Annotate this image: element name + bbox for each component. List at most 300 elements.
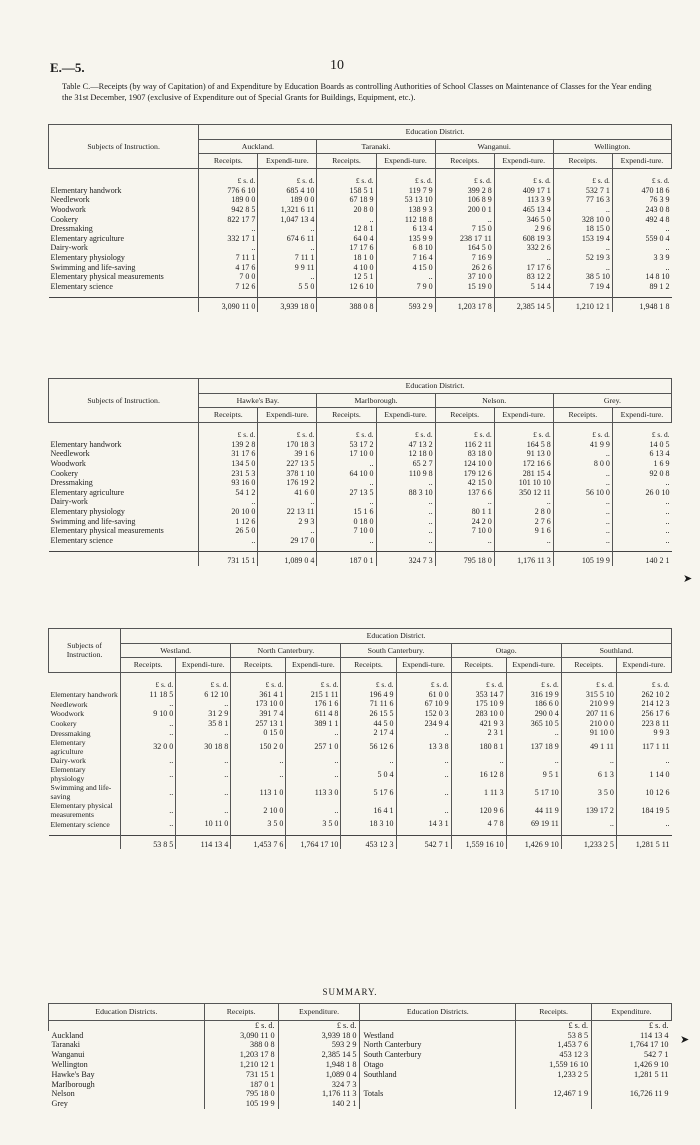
units-label: £ s. d. bbox=[341, 678, 396, 690]
total-cell: 1,210 12 1 bbox=[553, 297, 612, 311]
amount-cell: 388 0 8 bbox=[204, 1040, 278, 1050]
amount-cell: 7 10 0 bbox=[435, 526, 494, 536]
units-label: £ s. d. bbox=[199, 428, 258, 440]
amount-cell: 7 0 0 bbox=[199, 272, 258, 282]
subject-label: Cookery bbox=[50, 468, 79, 478]
expenditure-header: Expenditure. bbox=[278, 1004, 360, 1021]
amount-cell: 2 9 3 bbox=[258, 517, 317, 527]
amount-cell: 89 1 2 bbox=[612, 282, 671, 292]
amount-cell: 542 7 1 bbox=[592, 1050, 672, 1060]
amount-cell: .. bbox=[231, 756, 286, 766]
amount-cell: .. bbox=[317, 478, 376, 488]
amount-cell: .. bbox=[612, 243, 671, 253]
subject-label: Elementary agriculture bbox=[50, 233, 125, 243]
amount-cell: 234 9 4 bbox=[396, 719, 451, 729]
amount-cell: 53 8 5 bbox=[516, 1031, 592, 1041]
receipts-header: Receipts. bbox=[561, 658, 616, 673]
district-name bbox=[360, 1099, 516, 1109]
amount-cell: 71 11 6 bbox=[341, 699, 396, 709]
amount-cell: .. bbox=[199, 536, 258, 546]
table-c-part-2 bbox=[48, 378, 672, 566]
expenditure-header: Expendi-ture. bbox=[376, 408, 435, 423]
units-label bbox=[49, 1020, 205, 1030]
amount-cell: .. bbox=[341, 756, 396, 766]
amount-cell: 5 17 10 bbox=[506, 783, 561, 801]
units-label: £ s. d. bbox=[435, 428, 494, 440]
amount-cell: 26 15 5 bbox=[341, 709, 396, 719]
amount-cell: .. bbox=[553, 507, 612, 517]
amount-cell: 6 12 10 bbox=[176, 690, 231, 700]
amount-cell: 6 13 4 bbox=[612, 449, 671, 459]
summary-row bbox=[49, 1040, 672, 1050]
units-label: £ s. d. bbox=[286, 678, 341, 690]
expenditure-header: Expendi-ture. bbox=[506, 658, 561, 673]
amount-cell: 0 18 0 bbox=[317, 517, 376, 527]
amount-cell: .. bbox=[121, 801, 176, 819]
district-header: Education Districts. bbox=[49, 1004, 205, 1021]
district-header: North Canterbury. bbox=[231, 643, 341, 658]
district-header: Hawke's Bay. bbox=[199, 393, 317, 408]
amount-cell: .. bbox=[616, 756, 671, 766]
amount-cell: .. bbox=[376, 497, 435, 507]
units-label: £ s. d. bbox=[451, 678, 506, 690]
amount-cell: 10 11 0 bbox=[176, 819, 231, 829]
amount-cell: 421 9 3 bbox=[451, 719, 506, 729]
amount-cell: 7 19 4 bbox=[553, 282, 612, 292]
amount-cell: .. bbox=[553, 536, 612, 546]
subject-label: Swimming and life-saving bbox=[50, 516, 136, 526]
receipts-header: Receipts. bbox=[121, 658, 176, 673]
amount-cell: 2 7 6 bbox=[494, 517, 553, 527]
total-cell: 1,203 17 8 bbox=[435, 297, 494, 311]
district-header: Grey. bbox=[553, 393, 671, 408]
units-label: £ s. d. bbox=[121, 678, 176, 690]
amount-cell: .. bbox=[376, 478, 435, 488]
total-cell: 1,233 2 5 bbox=[561, 835, 616, 849]
amount-cell: 27 13 5 bbox=[317, 488, 376, 498]
district-header: Auckland. bbox=[199, 139, 317, 154]
amount-cell bbox=[592, 1099, 672, 1109]
amount-cell: 378 1 10 bbox=[258, 469, 317, 479]
expenditure-header: Expendi-ture. bbox=[612, 408, 671, 423]
totals-row bbox=[49, 297, 672, 311]
amount-cell: 350 12 11 bbox=[494, 488, 553, 498]
amount-cell: 4 7 8 bbox=[451, 819, 506, 829]
amount-cell: .. bbox=[199, 497, 258, 507]
amount-cell: .. bbox=[435, 536, 494, 546]
amount-cell: 140 2 1 bbox=[278, 1099, 360, 1109]
table-row bbox=[49, 783, 672, 801]
expenditure-header: Expendi-ture. bbox=[494, 408, 553, 423]
amount-cell: 186 6 0 bbox=[506, 699, 561, 709]
amount-cell: .. bbox=[396, 728, 451, 738]
table-row bbox=[49, 497, 672, 507]
summary-data-table bbox=[48, 1003, 672, 1109]
amount-cell: 139 17 2 bbox=[561, 801, 616, 819]
amount-cell: 17 17 6 bbox=[317, 243, 376, 253]
table-row bbox=[49, 234, 672, 244]
subject-label: Elementary physical measurements bbox=[50, 272, 164, 282]
amount-cell: 18 3 10 bbox=[341, 819, 396, 829]
amount-cell: 6 13 4 bbox=[376, 224, 435, 234]
amount-cell: 152 0 3 bbox=[396, 709, 451, 719]
amount-cell: .. bbox=[176, 756, 231, 766]
amount-cell: 9 1 6 bbox=[494, 526, 553, 536]
units-label: £ s. d. bbox=[435, 174, 494, 186]
amount-cell: 164 5 8 bbox=[494, 440, 553, 450]
summary-row bbox=[49, 1031, 672, 1041]
subject-label: Elementary science bbox=[50, 281, 113, 291]
amount-cell: 180 8 1 bbox=[451, 738, 506, 756]
receipts-header: Receipts. bbox=[231, 658, 286, 673]
margin-mark: ➤ bbox=[683, 573, 693, 585]
units-label: £ s. d. bbox=[317, 428, 376, 440]
totals-label: Totals bbox=[360, 1089, 516, 1099]
amount-cell: 83 12 2 bbox=[494, 272, 553, 282]
expenditure-header: Expendi-ture. bbox=[616, 658, 671, 673]
table-row bbox=[49, 517, 672, 527]
amount-cell: 137 18 9 bbox=[506, 738, 561, 756]
amount-cell: 20 10 0 bbox=[199, 507, 258, 517]
district-name bbox=[360, 1080, 516, 1090]
amount-cell: .. bbox=[612, 536, 671, 546]
amount-cell: 54 1 2 bbox=[199, 488, 258, 498]
units-label: £ s. d. bbox=[494, 174, 553, 186]
amount-cell: .. bbox=[176, 765, 231, 783]
amount-cell: .. bbox=[199, 224, 258, 234]
units-label: £ s. d. bbox=[553, 428, 612, 440]
amount-cell: 65 2 7 bbox=[376, 459, 435, 469]
amount-cell: .. bbox=[286, 728, 341, 738]
subject-label: Elementary handwork bbox=[50, 439, 122, 449]
subject-label: Elementary physiology bbox=[50, 507, 125, 517]
amount-cell: 2 3 1 bbox=[451, 728, 506, 738]
amount-cell: 776 6 10 bbox=[199, 186, 258, 196]
subject-label: Dressmaking bbox=[50, 478, 93, 488]
district-name: Wellington bbox=[51, 1059, 88, 1069]
receipts-header: Receipts. bbox=[204, 1004, 278, 1021]
subject-label: Elementary science bbox=[50, 819, 110, 829]
units-label: £ s. d. bbox=[204, 1020, 278, 1030]
amount-cell: 30 18 8 bbox=[176, 738, 231, 756]
education-district-header: Education District. bbox=[199, 125, 672, 140]
amount-cell: 38 5 10 bbox=[553, 272, 612, 282]
district-header: Nelson. bbox=[435, 393, 553, 408]
amount-cell: 365 10 5 bbox=[506, 719, 561, 729]
receipts-header: Receipts. bbox=[516, 1004, 592, 1021]
amount-cell: 153 19 4 bbox=[553, 234, 612, 244]
district-name: Grey bbox=[51, 1099, 68, 1109]
amount-cell bbox=[516, 1080, 592, 1090]
amount-cell: .. bbox=[612, 517, 671, 527]
amount-cell: 12 18 0 bbox=[376, 449, 435, 459]
subject-label: Dairy-work bbox=[50, 756, 86, 766]
amount-cell: .. bbox=[553, 243, 612, 253]
amount-cell: .. bbox=[553, 205, 612, 215]
table-row bbox=[49, 526, 672, 536]
amount-cell: 14 3 1 bbox=[396, 819, 451, 829]
amount-cell: 119 7 9 bbox=[376, 186, 435, 196]
amount-cell: 53 17 2 bbox=[317, 440, 376, 450]
subjects-header: Subjects of Instruction. bbox=[49, 629, 121, 673]
amount-cell: 1,203 17 8 bbox=[204, 1050, 278, 1060]
amount-cell: 361 4 1 bbox=[231, 690, 286, 700]
amount-cell: 227 13 5 bbox=[258, 459, 317, 469]
amount-cell: 80 1 1 bbox=[435, 507, 494, 517]
units-label: £ s. d. bbox=[553, 174, 612, 186]
amount-cell: 61 0 0 bbox=[396, 690, 451, 700]
totals-row bbox=[49, 835, 672, 849]
amount-cell: 47 13 2 bbox=[376, 440, 435, 450]
units-label: £ s. d. bbox=[258, 174, 317, 186]
district-name: Auckland bbox=[51, 1030, 84, 1040]
summary-row bbox=[49, 1080, 672, 1090]
receipts-header: Receipts. bbox=[317, 408, 376, 423]
district-header: Southland. bbox=[561, 643, 671, 658]
total-cell: 3,939 18 0 bbox=[258, 297, 317, 311]
district-name: South Canterbury bbox=[360, 1050, 516, 1060]
amount-cell: .. bbox=[376, 517, 435, 527]
amount-cell: 135 9 9 bbox=[376, 234, 435, 244]
amount-cell: 67 18 9 bbox=[317, 195, 376, 205]
amount-cell: .. bbox=[451, 756, 506, 766]
amount-cell: .. bbox=[553, 526, 612, 536]
amount-cell: 492 4 8 bbox=[612, 215, 671, 225]
amount-cell: 164 5 0 bbox=[435, 243, 494, 253]
amount-cell: 1,233 2 5 bbox=[516, 1070, 592, 1080]
expenditure-header: Expendi-ture. bbox=[494, 154, 553, 169]
units-label: £ s. d. bbox=[231, 678, 286, 690]
amount-cell: 12 6 10 bbox=[317, 282, 376, 292]
subject-label: Needlework bbox=[50, 449, 90, 459]
subject-label: Swimming and life-saving bbox=[50, 262, 136, 272]
subject-label: Swimming and life-saving bbox=[50, 783, 112, 802]
amount-cell: 83 18 0 bbox=[435, 449, 494, 459]
units-label: £ s. d. bbox=[317, 174, 376, 186]
expenditure-header: Expendi-ture. bbox=[258, 408, 317, 423]
data-table bbox=[48, 628, 672, 849]
amount-cell: 223 8 11 bbox=[616, 719, 671, 729]
district-header: Education Districts. bbox=[360, 1004, 516, 1021]
amount-cell: 16 12 8 bbox=[451, 765, 506, 783]
units-label: £ s. d. bbox=[561, 678, 616, 690]
amount-cell: .. bbox=[553, 517, 612, 527]
amount-cell: 170 18 3 bbox=[258, 440, 317, 450]
amount-cell: 91 10 0 bbox=[561, 728, 616, 738]
amount-cell: .. bbox=[612, 526, 671, 536]
amount-cell: 88 3 10 bbox=[376, 488, 435, 498]
amount-cell: 18 15 0 bbox=[553, 224, 612, 234]
total-cell: 2,385 14 5 bbox=[494, 297, 553, 311]
amount-cell: 3 5 0 bbox=[231, 819, 286, 829]
amount-cell: 2 9 6 bbox=[494, 224, 553, 234]
amount-cell: 26 0 10 bbox=[612, 488, 671, 498]
total-cell: 53 8 5 bbox=[121, 835, 176, 849]
district-header: Westland. bbox=[121, 643, 231, 658]
amount-cell: 7 10 0 bbox=[317, 526, 376, 536]
amount-cell: 7 16 9 bbox=[435, 253, 494, 263]
amount-cell: 4 10 0 bbox=[317, 263, 376, 273]
amount-cell: 281 15 4 bbox=[494, 469, 553, 479]
units-label: £ s. d. bbox=[376, 174, 435, 186]
amount-cell: 64 0 4 bbox=[317, 234, 376, 244]
total-cell: 1,559 16 10 bbox=[451, 835, 506, 849]
receipts-header: Receipts. bbox=[341, 658, 396, 673]
amount-cell: .. bbox=[561, 756, 616, 766]
amount-cell: 795 18 0 bbox=[204, 1089, 278, 1099]
amount-cell: 116 2 11 bbox=[435, 440, 494, 450]
total-cell: 795 18 0 bbox=[435, 551, 494, 565]
amount-cell: .. bbox=[121, 699, 176, 709]
amount-cell: .. bbox=[121, 819, 176, 829]
amount-cell: 214 12 3 bbox=[616, 699, 671, 709]
amount-cell: .. bbox=[121, 728, 176, 738]
total-cell: 1,426 9 10 bbox=[506, 835, 561, 849]
amount-cell: 5 0 4 bbox=[341, 765, 396, 783]
amount-cell: 1 14 0 bbox=[616, 765, 671, 783]
amount-cell: 2 17 4 bbox=[341, 728, 396, 738]
amount-cell: 399 2 8 bbox=[435, 186, 494, 196]
amount-cell: 10 12 6 bbox=[616, 783, 671, 801]
amount-cell: 117 1 11 bbox=[616, 738, 671, 756]
amount-cell: .. bbox=[506, 756, 561, 766]
receipts-header: Receipts. bbox=[451, 658, 506, 673]
receipts-header: Receipts. bbox=[553, 408, 612, 423]
amount-cell: 17 10 0 bbox=[317, 449, 376, 459]
amount-cell: 5 5 0 bbox=[258, 282, 317, 292]
amount-cell: 353 14 7 bbox=[451, 690, 506, 700]
amount-cell: .. bbox=[121, 756, 176, 766]
expenditure-header: Expendi-ture. bbox=[258, 154, 317, 169]
amount-cell: .. bbox=[396, 783, 451, 801]
district-header: Marlborough. bbox=[317, 393, 435, 408]
amount-cell bbox=[516, 1099, 592, 1109]
total-cell: 731 15 1 bbox=[199, 551, 258, 565]
amount-cell: 7 9 0 bbox=[376, 282, 435, 292]
amount-cell: .. bbox=[176, 783, 231, 801]
receipts-header: Receipts. bbox=[435, 408, 494, 423]
expenditure-header: Expendi-ture. bbox=[396, 658, 451, 673]
subject-label: Elementary agriculture bbox=[50, 737, 86, 756]
amount-cell: 139 2 8 bbox=[199, 440, 258, 450]
amount-cell: 12 5 1 bbox=[317, 272, 376, 282]
amount-cell: 189 0 0 bbox=[258, 195, 317, 205]
amount-cell: 101 10 10 bbox=[494, 478, 553, 488]
amount-cell: 26 5 0 bbox=[199, 526, 258, 536]
table-row bbox=[49, 719, 672, 729]
amount-cell: .. bbox=[258, 224, 317, 234]
amount-cell: 31 17 6 bbox=[199, 449, 258, 459]
total-cell: 16,726 11 9 bbox=[592, 1089, 672, 1099]
units-label: £ s. d. bbox=[258, 428, 317, 440]
amount-cell: 196 4 9 bbox=[341, 690, 396, 700]
amount-cell: .. bbox=[553, 478, 612, 488]
amount-cell: 134 5 0 bbox=[199, 459, 258, 469]
amount-cell: 1,176 11 3 bbox=[278, 1089, 360, 1099]
page-number: 10 bbox=[330, 58, 344, 73]
amount-cell: 32 0 0 bbox=[121, 738, 176, 756]
amount-cell: .. bbox=[231, 765, 286, 783]
table-row bbox=[49, 801, 672, 819]
amount-cell: 200 0 1 bbox=[435, 205, 494, 215]
amount-cell: .. bbox=[612, 507, 671, 517]
total-cell: 453 12 3 bbox=[341, 835, 396, 849]
subject-label: Elementary handwork bbox=[50, 185, 122, 195]
amount-cell: 532 7 1 bbox=[553, 186, 612, 196]
amount-cell: 470 18 6 bbox=[612, 186, 671, 196]
table-row bbox=[49, 195, 672, 205]
amount-cell: 332 2 6 bbox=[494, 243, 553, 253]
amount-cell: 114 13 4 bbox=[592, 1031, 672, 1041]
amount-cell: 1 11 3 bbox=[451, 783, 506, 801]
amount-cell: 3 5 0 bbox=[286, 819, 341, 829]
amount-cell: .. bbox=[376, 272, 435, 282]
amount-cell: 215 1 11 bbox=[286, 690, 341, 700]
amount-cell: 409 17 1 bbox=[494, 186, 553, 196]
amount-cell: 20 8 0 bbox=[317, 205, 376, 215]
amount-cell: 13 3 8 bbox=[396, 738, 451, 756]
table-row bbox=[49, 449, 672, 459]
amount-cell: 1,321 6 11 bbox=[258, 205, 317, 215]
amount-cell: 942 8 5 bbox=[199, 205, 258, 215]
amount-cell: 1,089 0 4 bbox=[278, 1070, 360, 1080]
amount-cell: 1,047 13 4 bbox=[258, 215, 317, 225]
amount-cell: 316 19 9 bbox=[506, 690, 561, 700]
receipts-header: Receipts. bbox=[553, 154, 612, 169]
amount-cell: 120 9 6 bbox=[451, 801, 506, 819]
table-row bbox=[49, 709, 672, 719]
amount-cell: 5 17 6 bbox=[341, 783, 396, 801]
subject-label: Cookery bbox=[50, 214, 79, 224]
amount-cell: .. bbox=[494, 536, 553, 546]
total-cell: 593 2 9 bbox=[376, 297, 435, 311]
amount-cell: 17 17 6 bbox=[494, 263, 553, 273]
table-row bbox=[49, 728, 672, 738]
district-name: Hawke's Bay bbox=[51, 1069, 95, 1079]
amount-cell: 1,281 5 11 bbox=[592, 1070, 672, 1080]
amount-cell: .. bbox=[435, 497, 494, 507]
amount-cell: 110 9 8 bbox=[376, 469, 435, 479]
table-row bbox=[49, 282, 672, 292]
total-cell: 1,089 0 4 bbox=[258, 551, 317, 565]
amount-cell: 44 11 9 bbox=[506, 801, 561, 819]
amount-cell: 42 15 0 bbox=[435, 478, 494, 488]
amount-cell: 2,385 14 5 bbox=[278, 1050, 360, 1060]
amount-cell: .. bbox=[121, 783, 176, 801]
subject-label: Cookery bbox=[50, 718, 77, 728]
amount-cell: 9 9 3 bbox=[616, 728, 671, 738]
amount-cell: 1 6 9 bbox=[612, 459, 671, 469]
amount-cell: 35 8 1 bbox=[176, 719, 231, 729]
amount-cell: 0 15 0 bbox=[231, 728, 286, 738]
amount-cell: .. bbox=[553, 469, 612, 479]
amount-cell: 346 5 0 bbox=[494, 215, 553, 225]
amount-cell: .. bbox=[376, 536, 435, 546]
subject-label: Dressmaking bbox=[50, 728, 91, 738]
amount-cell: .. bbox=[121, 765, 176, 783]
amount-cell: .. bbox=[612, 478, 671, 488]
amount-cell: 92 0 8 bbox=[612, 469, 671, 479]
amount-cell: 137 6 6 bbox=[435, 488, 494, 498]
summary-title: SUMMARY. bbox=[322, 987, 378, 997]
subject-label: Elementary agriculture bbox=[50, 487, 125, 497]
amount-cell: .. bbox=[435, 215, 494, 225]
amount-cell: 56 12 6 bbox=[341, 738, 396, 756]
amount-cell: 176 1 6 bbox=[286, 699, 341, 709]
subject-label: Dressmaking bbox=[50, 224, 93, 234]
amount-cell: 173 10 0 bbox=[231, 699, 286, 709]
subject-label: Woodwork bbox=[50, 459, 86, 469]
